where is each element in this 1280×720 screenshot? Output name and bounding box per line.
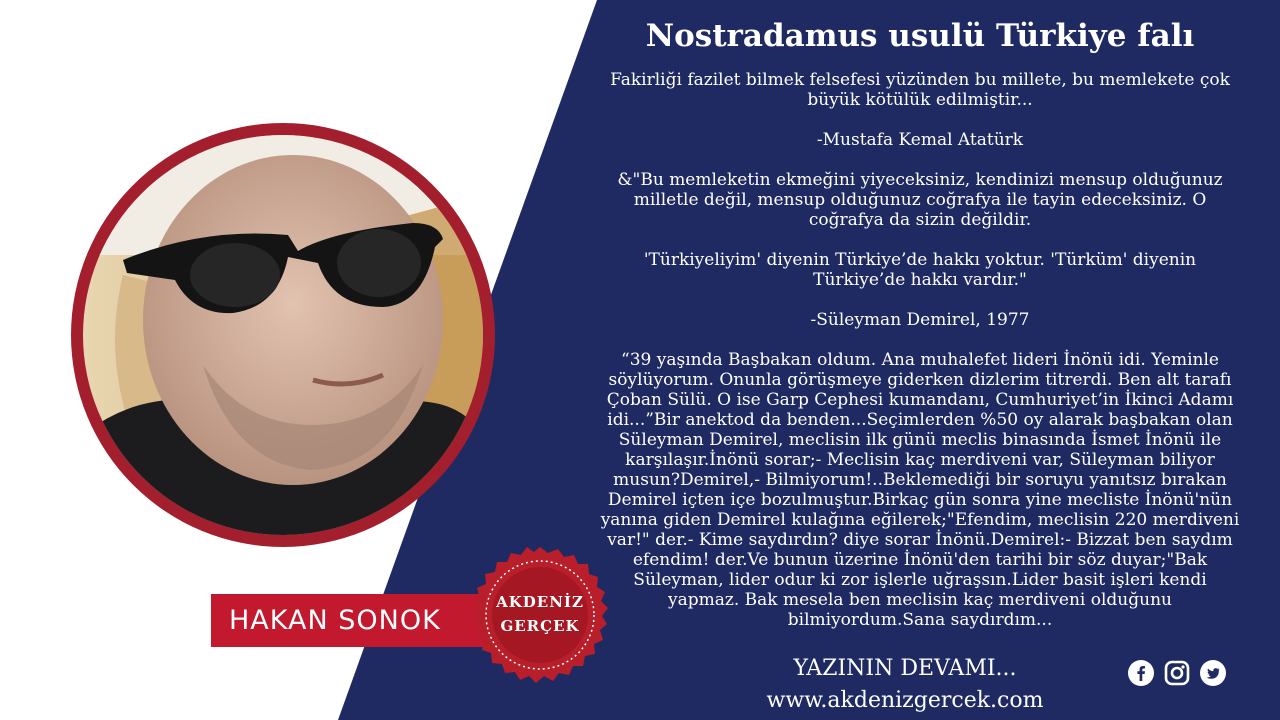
- author-name: HAKAN SONOK: [229, 605, 441, 636]
- author-name-banner: [211, 594, 511, 647]
- read-more-block[interactable]: [760, 653, 1050, 717]
- author-photo: [83, 135, 483, 535]
- twitter-icon[interactable]: [1200, 660, 1226, 686]
- instagram-icon[interactable]: [1164, 660, 1190, 686]
- read-more-label[interactable]: YAZININ DEVAMI...: [793, 656, 1017, 681]
- article-title: Nostradamus usulü Türkiye falı: [645, 18, 1195, 54]
- brand-line2: GERÇEK: [500, 617, 580, 635]
- website-url[interactable]: www.akdenizgercek.com: [766, 688, 1044, 713]
- attribution-ataturk: -Mustafa Kemal Atatürk: [816, 130, 1024, 150]
- anecdote-paragraph: “39 yaşında Başbakan oldum. Ana muhalefet lideri İnönü idi. Yeminle söylüyorum. Onunla görüşmeye giderken dizlerim titrerdi. Ben alt tarafı Çoban Sülü. O ise Garp Cephesi kumandanı, Cumhuriyet’in İkinci Adamı idi...”Bir anektod da benden...Seçimlerden %50 oy alarak başbakan olan Süleyman Demirel, meclisin ilk günü meclis binasında İsmet İnönü ile karşılaşır.İnönü sorar;- Meclisin kaç merdiveni var, Süleyman biliyor musun?Demirel,- Bilmiyorum!..Beklemediği bir soruyu yanıtsız bırakan Demirel içten içe bozulmuştur.Birkaç gün sonra yine mecliste İnönü'nün yanına giden Demirel kulağına eğilerek;"Efendim, meclisin 220 merdiveni var!" der.- Kime saydırdın? diye sorar İnönü.Demirel:- Bizzat ben saydım efendim! der.Ve bunun üzerine İnönü'den tarihi bir söz duyar;"Bak Süleyman, lider odur ki zor işlerle uğraşsın.Lider basit işleri kendi yapmaz. Bak mesela ben meclisin kaç merdiveni olduğunu bilmiyordum.Sana saydırdım...: [600, 350, 1240, 630]
- facebook-icon[interactable]: [1128, 660, 1154, 686]
- quote-demirel-1: &"Bu memleketin ekmeğini yiyeceksiniz, kendinizi mensup olduğunuz milletle değil, mensup olduğunuz coğrafya ile tayin edeceksiniz. O coğrafya da sizin değildir.: [617, 170, 1223, 230]
- attribution-demirel: -Süleyman Demirel, 1977: [810, 310, 1030, 330]
- quote-ataturk: Fakirliği fazilet bilmek felsefesi yüzünden bu millete, bu memlekete çok büyük kötülük edilmiştir...: [610, 70, 1230, 110]
- social-icons: [1128, 660, 1226, 686]
- brand-text: [470, 590, 610, 638]
- article-body: [600, 70, 1240, 630]
- brand-line1: AKDENİZ: [496, 593, 584, 611]
- quote-demirel-2: 'Türkiyeliyim' diyenin Türkiye’de hakkı yoktur. 'Türküm' diyenin Türkiye’de hakkı vardır.": [643, 250, 1197, 290]
